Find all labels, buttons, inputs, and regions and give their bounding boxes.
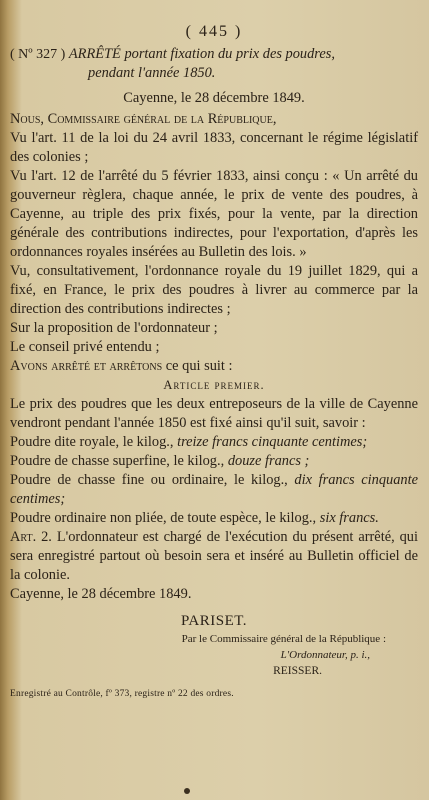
avons-word: Avons <box>10 358 48 374</box>
price-item <box>10 509 418 528</box>
price-item <box>10 452 418 471</box>
decree-title-line1: ARRÊTÉ portant fixation du prix des poudres, <box>68 46 335 62</box>
avons-line <box>10 357 418 376</box>
price-item-label: Poudre ordinaire non pliée, de toute espèce, le kilog., <box>10 510 317 526</box>
ordonnateur-name: REISSER. <box>273 665 322 677</box>
commissaire-title: Commissaire général de la République, <box>47 111 277 127</box>
conseil-entendu: Le conseil privé entendu ; <box>10 339 160 355</box>
price-item <box>10 433 418 452</box>
vu-paragraph-1: Vu l'art. 11 de la loi du 24 avril 1833, concernant le régime législatif des colonies ; <box>10 130 418 165</box>
page-number: ( 445 ) <box>185 23 243 40</box>
ordonnateur-title: L'Ordonnateur, p. i., <box>280 649 370 661</box>
arrete-arretons: arrêté et arrêtons <box>51 358 163 374</box>
vu-paragraph-2: Vu l'art. 12 de l'arrêté du 5 février 1833, ainsi conçu : « Un arrêté du gouverneur règlera, chaque année, le prix de vente des poudres, à Cayenne, au triple des prix fixés, pour la vente, par la direction générale des contributions indirectes, pour l'exportation, d'après les ordonnances royales insérées au Bulletin des lois. » <box>10 168 418 260</box>
price-item-value: treize francs cinquante centimes; <box>177 434 368 450</box>
ce-qui-suit: ce qui suit : <box>165 358 233 374</box>
registration-note: Enregistré au Contrôle, fº 373, registre nº 22 des ordres. <box>10 689 234 699</box>
article-1-title: Article premier. <box>163 378 265 392</box>
place-date: Cayenne, le 28 décembre 1849. <box>123 90 305 106</box>
article-2-text: L'ordonnateur est chargé de l'exécution du présent arrêté, qui sera enregistré partout où besoin sera et inséré au Bulletin officiel de la colonie. <box>10 529 418 583</box>
by-line: Par le Commissaire général de la République : <box>181 633 386 645</box>
nous-word: Nous, <box>10 111 44 127</box>
decree-number: ( Nº 327 ) <box>10 47 66 62</box>
price-item-label: Poudre dite royale, le kilog., <box>10 434 174 450</box>
price-item-value: six francs. <box>319 510 379 526</box>
price-item-label: Poudre de chasse fine ou ordinaire, le kilog., <box>10 472 288 488</box>
decree-title-line2: pendant l'année 1850. <box>88 65 216 81</box>
sur-proposition: Sur la proposition de l'ordonnateur ; <box>10 320 218 336</box>
closing-date: Cayenne, le 28 décembre 1849. <box>10 586 192 602</box>
price-item <box>10 471 418 509</box>
price-item-label: Poudre de chasse superfine, le kilog., <box>10 453 225 469</box>
article-1-intro: Le prix des poudres que les deux entreposeurs de la ville de Cayenne vendront pendant l'année 1850 est fixé ainsi qu'il suit, savoir : <box>10 396 418 431</box>
signature: PARISET. <box>180 613 248 629</box>
price-item-value: dix francs cinquante centimes; <box>10 472 418 507</box>
vu-paragraph-3: Vu, consultativement, l'ordonnance royale du 19 juillet 1829, qui a fixé, en France, le prix des poudres à livrer au commerce par la direction des contributions indirectes ; <box>10 263 418 317</box>
article-2-label: Art. 2. <box>10 529 52 545</box>
ink-dot <box>184 788 190 794</box>
document-text <box>10 22 418 704</box>
price-item-value: douze francs ; <box>227 453 310 469</box>
article-2 <box>10 528 418 585</box>
decree-header <box>10 45 418 83</box>
preamble-nous <box>10 110 418 129</box>
